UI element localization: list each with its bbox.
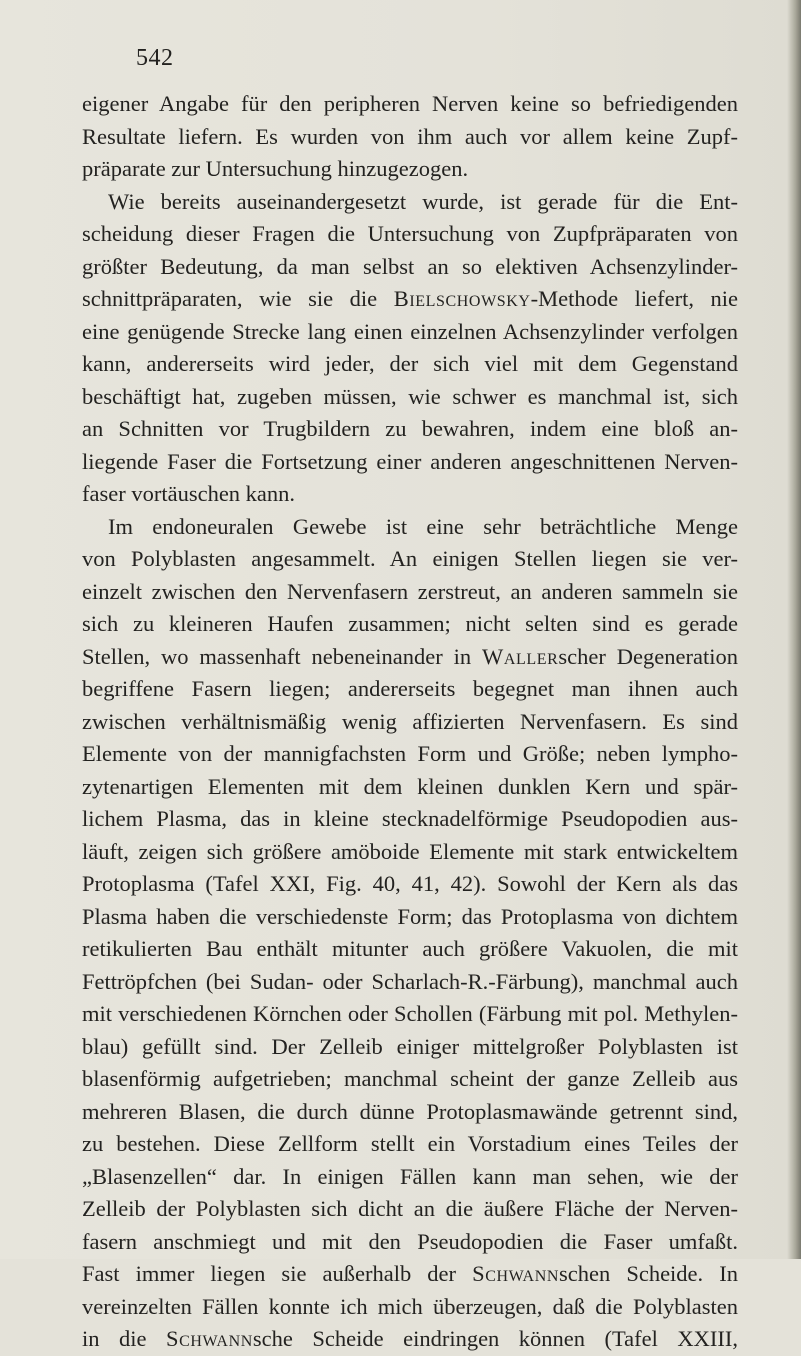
text-run: von Polyblasten angesammelt. An einigen Stellen liegen sie ver- <box>82 546 738 571</box>
author-name: Schwann <box>472 1261 560 1286</box>
text-run: schen Scheide. In <box>559 1261 738 1286</box>
text-run: an Schnitten vor Trugbildern zu bewahren, indem eine bloß an- <box>82 416 738 441</box>
text-run: läuft, zeigen sich größere amöboide Elemente mit stark entwickeltem <box>82 838 738 864</box>
text-run: mehreren Blasen, die durch dünne Protoplasmawände getrennt sind, <box>82 1098 738 1124</box>
text-run: blau) gefüllt sind. Der Zelleib einiger mittelgroßer Polyblasten ist <box>82 1033 738 1059</box>
text-run: präparate zur Untersuchung hinzugezogen. <box>82 156 469 181</box>
text-run: retikulierten Bau enthält mitunter auch größere Vakuolen, die mit <box>82 936 738 961</box>
text-run: „Blasenzellen“ dar. In einigen Fällen kann man sehen, wie der <box>82 1163 738 1189</box>
text-line <box>82 543 738 576</box>
text-run: vereinzelten Fällen konnte ich mich überzeugen, daß die Polyblasten <box>82 1293 738 1319</box>
text-line <box>82 381 738 414</box>
text-line <box>82 868 738 901</box>
text-line <box>82 1128 738 1161</box>
text-run: Zelleib der Polyblasten sich dicht an die äußere Fläche der Nerven- <box>82 1196 738 1221</box>
text-line <box>82 1063 738 1096</box>
text-run: eigener Angabe für den peripheren Nerven keine so befriedigenden <box>82 91 738 116</box>
text-line <box>82 446 738 479</box>
text-line <box>82 608 738 641</box>
text-line <box>82 478 738 511</box>
body-text <box>82 88 738 1356</box>
text-run: Elemente von der mannigfachsten Form und Größe; neben lympho- <box>82 741 738 766</box>
text-run: scheidung dieser Fragen die Untersuchung von Zupfpräparaten von <box>82 221 738 246</box>
text-line <box>82 348 738 381</box>
text-run: Plasma haben die verschiedenste Form; das Protoplasma von dichtem <box>82 903 738 929</box>
text-run: blasenförmig aufgetrieben; manchmal scheint der ganze Zelleib aus <box>82 1066 738 1091</box>
text-run: Wie bereits auseinandergesetzt wurde, ist gerade für die Ent- <box>108 188 738 214</box>
text-run: in die <box>82 1326 166 1351</box>
text-run: einzelt zwischen den Nervenfasern zerstreut, an anderen sammeln sie <box>82 578 738 604</box>
text-run: Protoplasma (Tafel XXI, Fig. 40, 41, 42). Sowohl der Kern als das <box>82 871 738 896</box>
text-run: scher Degeneration <box>558 643 738 669</box>
text-line <box>82 186 738 219</box>
text-line <box>82 413 738 446</box>
text-run: sich zu kleineren Haufen zusammen; nicht selten sind es gerade <box>82 611 738 636</box>
text-line <box>82 511 738 544</box>
text-run: beschäftigt hat, zugeben müssen, wie schwer es manchmal ist, sich <box>82 383 738 409</box>
text-run: Im endoneuralen Gewebe ist eine sehr beträchtliche Menge <box>108 513 738 539</box>
text-run: zu bestehen. Diese Zellform stellt ein Vorstadium eines Teiles der <box>82 1131 738 1156</box>
text-run: faser vortäuschen kann. <box>82 481 296 506</box>
text-run: größter Bedeutung, da man selbst an so elektiven Achsenzylinder- <box>82 253 738 279</box>
text-line <box>82 1161 738 1194</box>
text-line <box>82 1096 738 1129</box>
text-line <box>82 121 738 154</box>
text-line <box>82 673 738 706</box>
text-line <box>82 576 738 609</box>
author-name: Schwann <box>165 1326 253 1351</box>
text-run: liegende Faser die Fortsetzung einer anderen angeschnittenen Nerven- <box>82 448 738 474</box>
text-run: mit verschiedenen Körnchen oder Schollen (Färbung mit pol. Methylen- <box>82 1001 738 1026</box>
text-line <box>82 771 738 804</box>
text-line <box>82 998 738 1031</box>
author-name: Bielschowsky <box>393 286 531 311</box>
text-run: schnittpräparaten, wie sie die <box>82 286 394 311</box>
text-run: eine genügende Strecke lang einen einzelnen Achsenzylinder verfolgen <box>82 318 738 344</box>
text-line <box>82 803 738 836</box>
text-run: fasern anschmiegt und mit den Pseudopodien die Faser umfaßt. <box>82 1228 738 1254</box>
text-run: sche Scheide eindringen können (Tafel XXIII, <box>252 1326 738 1351</box>
text-run: zytenartigen Elementen mit dem kleinen dunklen Kern und spär- <box>82 773 738 799</box>
text-line <box>82 218 738 251</box>
text-run: -Methode liefert, nie <box>530 286 738 311</box>
text-line <box>82 641 738 674</box>
text-line <box>82 1323 738 1356</box>
text-line <box>82 1193 738 1226</box>
text-line <box>82 706 738 739</box>
text-run: Resultate liefern. Es wurden von ihm auch vor allem keine Zupf- <box>82 123 738 149</box>
text-line <box>82 316 738 349</box>
text-run: begriffene Fasern liegen; andererseits begegnet man ihnen auch <box>82 676 738 701</box>
text-run: Stellen, wo massenhaft nebeneinander in <box>82 643 483 669</box>
text-line <box>82 1031 738 1064</box>
page-edge-shadow <box>787 0 801 1259</box>
text-run: zwischen verhältnismäßig wenig affizierten Nervenfasern. Es sind <box>82 708 738 734</box>
text-line <box>82 283 738 316</box>
text-line <box>82 836 738 869</box>
text-line <box>82 153 738 186</box>
text-line <box>82 966 738 999</box>
text-line <box>82 933 738 966</box>
text-run: kann, andererseits wird jeder, der sich viel mit dem Gegenstand <box>82 351 738 376</box>
text-line <box>82 251 738 284</box>
text-run: Fettröpfchen (bei Sudan- oder Scharlach-R.-Färbung), manchmal auch <box>82 968 738 994</box>
text-line <box>82 1258 738 1291</box>
text-run: Fast immer liegen sie außerhalb der <box>82 1261 473 1286</box>
text-line <box>82 88 738 121</box>
text-line <box>82 1291 738 1324</box>
page-number: 542 <box>136 45 174 71</box>
text-line <box>82 901 738 934</box>
author-name: Waller <box>482 643 559 669</box>
text-run: lichem Plasma, das in kleine stecknadelförmige Pseudopodien aus- <box>82 806 738 831</box>
text-line <box>82 1226 738 1259</box>
text-line <box>82 738 738 771</box>
